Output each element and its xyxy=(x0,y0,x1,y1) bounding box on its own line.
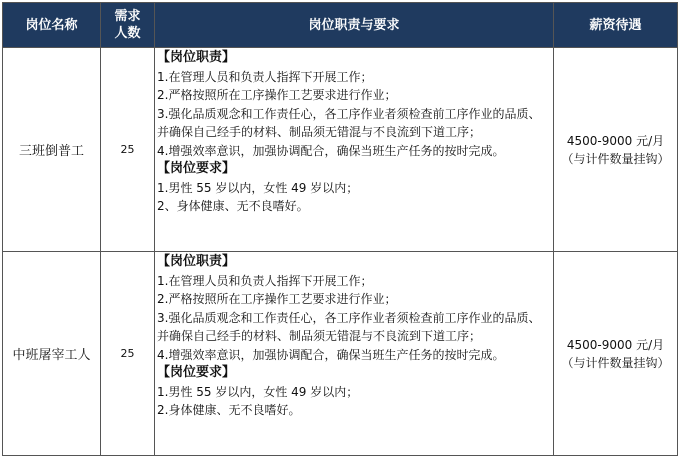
salary-cell: 4500-9000 元/月（与计件数量挂钩） xyxy=(554,48,678,252)
requirement-item: 2、身体健康、无不良嗜好。 xyxy=(157,199,309,213)
header-salary: 薪资待遇 xyxy=(554,3,678,48)
requirement-item: 1.男性 55 岁以内，女性 49 岁以内； xyxy=(157,384,359,399)
header-count-line2: 人数 xyxy=(114,26,141,41)
table-row xyxy=(3,48,678,252)
duty-item: 1.在管理人员和负责人指挥下开展工作； xyxy=(157,69,373,84)
requirement-title: 【岗位要求】 xyxy=(157,161,236,176)
duty-item: 2.严格按照所在工序操作工艺要求进行作业； xyxy=(157,88,397,102)
requirement-item: 1.男性 55 岁以内，女性 49 岁以内； xyxy=(157,180,359,195)
table-header-row xyxy=(3,3,678,48)
position-cell: 三班倒普工 xyxy=(3,48,101,252)
job-table-container xyxy=(2,2,678,456)
duty-item: 3.强化品质观念和工作责任心，各工序作业者须检查前工序作业的品质、并确保自己经手的材料、制品须无错混与不良流到下道工序； xyxy=(157,106,541,139)
salary-cell: 4500-9000 元/月（与计件数量挂钩） xyxy=(554,252,678,456)
header-count-line1: 需求 xyxy=(114,9,141,24)
count-cell: 25 xyxy=(101,252,155,456)
header-position: 岗位名称 xyxy=(3,3,101,48)
job-table xyxy=(2,2,678,456)
count-cell: 25 xyxy=(101,48,155,252)
duties-cell xyxy=(155,48,554,252)
header-duties: 岗位职责与要求 xyxy=(155,3,554,48)
table-row xyxy=(3,252,678,456)
requirement-title: 【岗位要求】 xyxy=(157,365,236,380)
duty-title: 【岗位职责】 xyxy=(157,254,236,269)
duty-item: 4.增强效率意识，加强协调配合，确保当班生产任务的按时完成。 xyxy=(157,143,505,158)
duty-item: 3.强化品质观念和工作责任心，各工序作业者须检查前工序作业的品质、并确保自己经手的材料、制品须无错混与不良流到下道工序； xyxy=(157,310,541,343)
duty-title: 【岗位职责】 xyxy=(157,50,236,65)
duty-item: 1.在管理人员和负责人指挥下开展工作； xyxy=(157,273,373,288)
duty-item: 2.严格按照所在工序操作工艺要求进行作业； xyxy=(157,292,397,306)
header-count xyxy=(101,3,155,48)
requirement-item: 2.身体健康、无不良嗜好。 xyxy=(157,403,301,417)
position-cell: 中班屠宰工人 xyxy=(3,252,101,456)
duties-cell xyxy=(155,252,554,456)
duty-item: 4.增强效率意识，加强协调配合，确保当班生产任务的按时完成。 xyxy=(157,347,505,362)
